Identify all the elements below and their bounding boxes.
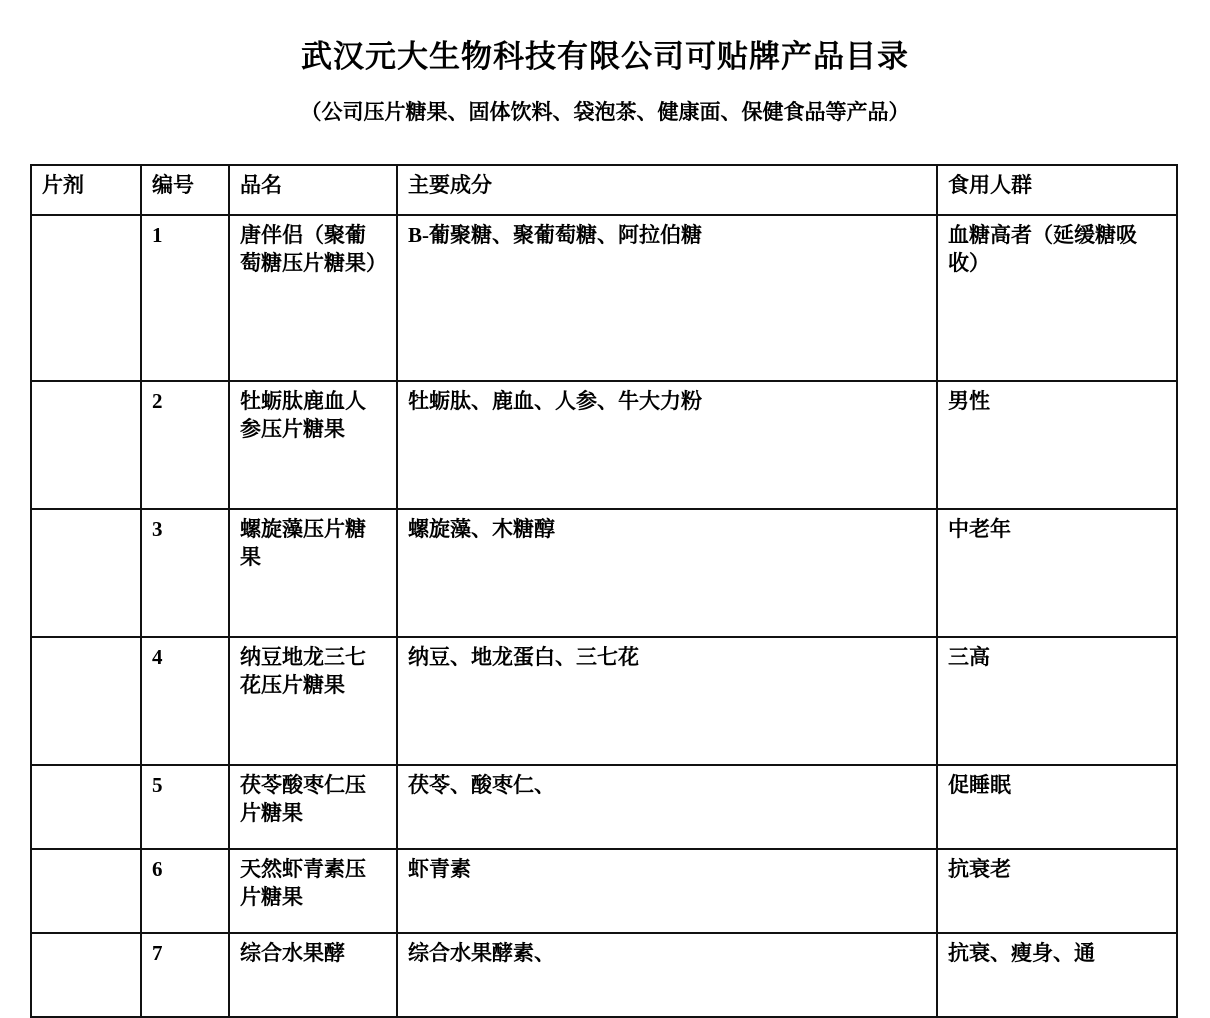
category-spacer <box>31 933 141 1017</box>
header-number: 编号 <box>141 165 229 215</box>
page-title: 武汉元大生物科技有限公司可贴牌产品目录 <box>301 39 909 74</box>
row-group: 中老年 <box>937 509 1177 637</box>
document-page <box>0 38 1210 1018</box>
row-group: 抗衰老 <box>937 849 1177 933</box>
category-label: 片剂 <box>31 165 141 215</box>
table-header-row <box>31 165 1177 215</box>
row-group: 男性 <box>937 381 1177 509</box>
category-spacer <box>31 849 141 933</box>
row-number: 4 <box>141 637 229 765</box>
category-spacer <box>31 765 141 849</box>
header-name: 品名 <box>229 165 397 215</box>
row-group: 抗衰、瘦身、通 <box>937 933 1177 1017</box>
row-ingredients: 螺旋藻、木糖醇 <box>397 509 937 637</box>
table-row <box>31 215 1177 381</box>
row-name: 综合水果酵 <box>229 933 397 1017</box>
row-ingredients: 茯苓、酸枣仁、 <box>397 765 937 849</box>
row-name: 螺旋藻压片糖果 <box>229 509 397 637</box>
table-row <box>31 509 1177 637</box>
row-name: 茯苓酸枣仁压片糖果 <box>229 765 397 849</box>
row-number: 5 <box>141 765 229 849</box>
table-row <box>31 765 1177 849</box>
header-group: 食用人群 <box>937 165 1177 215</box>
table-row <box>31 849 1177 933</box>
row-name: 天然虾青素压片糖果 <box>229 849 397 933</box>
row-number: 6 <box>141 849 229 933</box>
row-name: 纳豆地龙三七花压片糖果 <box>229 637 397 765</box>
table-row <box>31 933 1177 1017</box>
row-ingredients: 纳豆、地龙蛋白、三七花 <box>397 637 937 765</box>
row-group: 促睡眠 <box>937 765 1177 849</box>
table-row <box>31 381 1177 509</box>
category-spacer <box>31 381 141 509</box>
row-number: 1 <box>141 215 229 381</box>
category-spacer <box>31 637 141 765</box>
row-name: 唐伴侣（聚葡萄糖压片糖果） <box>229 215 397 381</box>
product-catalog-table <box>30 164 1178 1018</box>
row-group: 三高 <box>937 637 1177 765</box>
row-ingredients: B-葡聚糖、聚葡萄糖、阿拉伯糖 <box>397 215 937 381</box>
row-number: 3 <box>141 509 229 637</box>
row-ingredients: 综合水果酵素、 <box>397 933 937 1017</box>
row-number: 7 <box>141 933 229 1017</box>
page-subtitle: （公司压片糖果、固体饮料、袋泡茶、健康面、保健食品等产品） <box>300 99 910 124</box>
row-number: 2 <box>141 381 229 509</box>
category-spacer <box>31 215 141 381</box>
category-spacer <box>31 509 141 637</box>
row-ingredients: 虾青素 <box>397 849 937 933</box>
row-ingredients: 牡蛎肽、鹿血、人参、牛大力粉 <box>397 381 937 509</box>
table-row <box>31 637 1177 765</box>
row-group: 血糖高者（延缓糖吸收） <box>937 215 1177 381</box>
header-ingredients: 主要成分 <box>397 165 937 215</box>
row-name: 牡蛎肽鹿血人参压片糖果 <box>229 381 397 509</box>
